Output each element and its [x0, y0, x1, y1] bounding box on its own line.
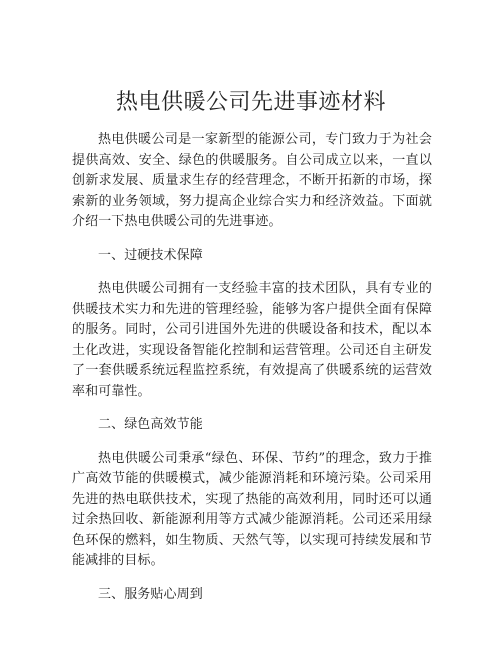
- section-paragraph-2: 热电供暖公司秉承“绿色、环保、节约”的理念，致力于推广高效节能的供暖模式，减少能源消耗和环境污染。公司采用先进的热电联供技术，实现了热能的高效利用，同时还可以通过余热回收、新能源利用等方式减少能源消耗。公司还采用绿色环保的燃料，如生物质、天然气等，以实现可持续发展和节能减排的目标。: [72, 450, 432, 568]
- section-heading-3: 三、服务贴心周到: [98, 586, 203, 602]
- section-heading-2: 二、绿色高效节能: [98, 417, 203, 432]
- document-body: [72, 130, 432, 618]
- section-heading-1: 一、过硬技术保障: [98, 247, 203, 263]
- document-title: 热电供暖公司先进事迹材料: [115, 90, 386, 115]
- intro-paragraph: 热电供暖公司是一家新型的能源公司，专门致力于为社会提供高效、安全、绿色的供暖服务。自公司成立以来，一直以创新求发展、质量求生存的经营理念，不断开拓新的市场，探索新的业务领域，努力提高企业综合实力和经济效益。下面就介绍一下热电供暖公司的先进事迹。: [72, 132, 432, 229]
- section-paragraph-1: 热电供暖公司拥有一支经验丰富的技术团队，具有专业的供暖技术实力和先进的管理经验，能够为客户提供全面有保障的服务。同时，公司引进国外先进的供暖设备和技术，配以本土化改进，实现设备智能化控制和运营管理。公司还自主研发了一套供暖系统远程监控系统，有效提高了供暖系统的运营效率和可靠性。: [72, 281, 432, 399]
